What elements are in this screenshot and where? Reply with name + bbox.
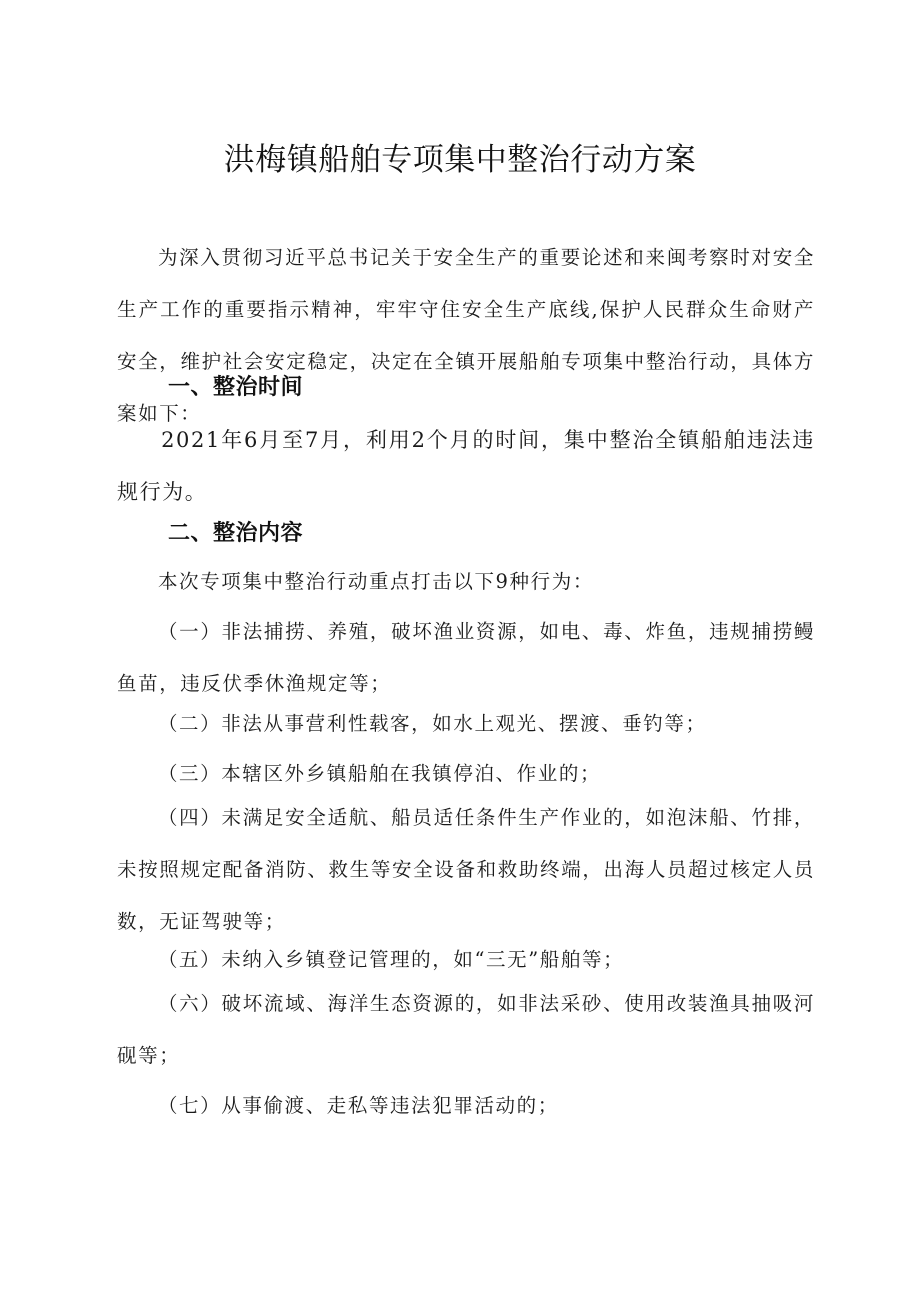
content-item-7: （七）从事偷渡、走私等违法犯罪活动的； xyxy=(157,1094,559,1117)
section-time-paragraph: 2021年6月至7月，利用2个月的时间，集中整治全镇船舶违法违规行为。 xyxy=(117,428,815,504)
document-title: 洪梅镇船舶专项集中整治行动方案 xyxy=(223,142,697,178)
content-item-2: （二）非法从事营利性载客，如水上观光、摆渡、垂钓等； xyxy=(157,712,707,735)
content-item-5: （五）未纳入乡镇登记管理的，如“三无”船舶等； xyxy=(157,948,625,971)
section-heading-content: 二、整治内容 xyxy=(168,521,304,546)
section-heading-time: 一、整治时间 xyxy=(168,375,304,400)
content-item-4: （四）未满足安全适航、船员适任条件生产作业的，如泡沫船、竹排，未按照规定配备消防、救生等安全设备和救助终端，出海人员超过核定人员数，无证驾驶等； xyxy=(117,806,815,933)
content-item-6: （六）破坏流域、海洋生态资源的，如非法采砂、使用改装渔具抽吸河砚等； xyxy=(117,992,815,1067)
section-content-lead: 本次专项集中整治行动重点打击以下9种行为： xyxy=(157,570,594,593)
intro-paragraph: 为深入贯彻习近平总书记关于安全生产的重要论述和来闽考察时对安全生产工作的重要指示精神，牢牢守住安全生产底线,保护人民群众生命财产安全，维护社会安定稳定，决定在全镇开展船舶专项集中整治行动，具体方案如下： xyxy=(117,246,815,425)
content-item-3: （三）本辖区外乡镇船舶在我镇停泊、作业的； xyxy=(157,762,602,785)
content-item-1: （一）非法捕捞、养殖，破坏渔业资源，如电、毒、炸鱼，违规捕捞鳗鱼苗，违反伏季休渔规定等； xyxy=(117,620,815,695)
